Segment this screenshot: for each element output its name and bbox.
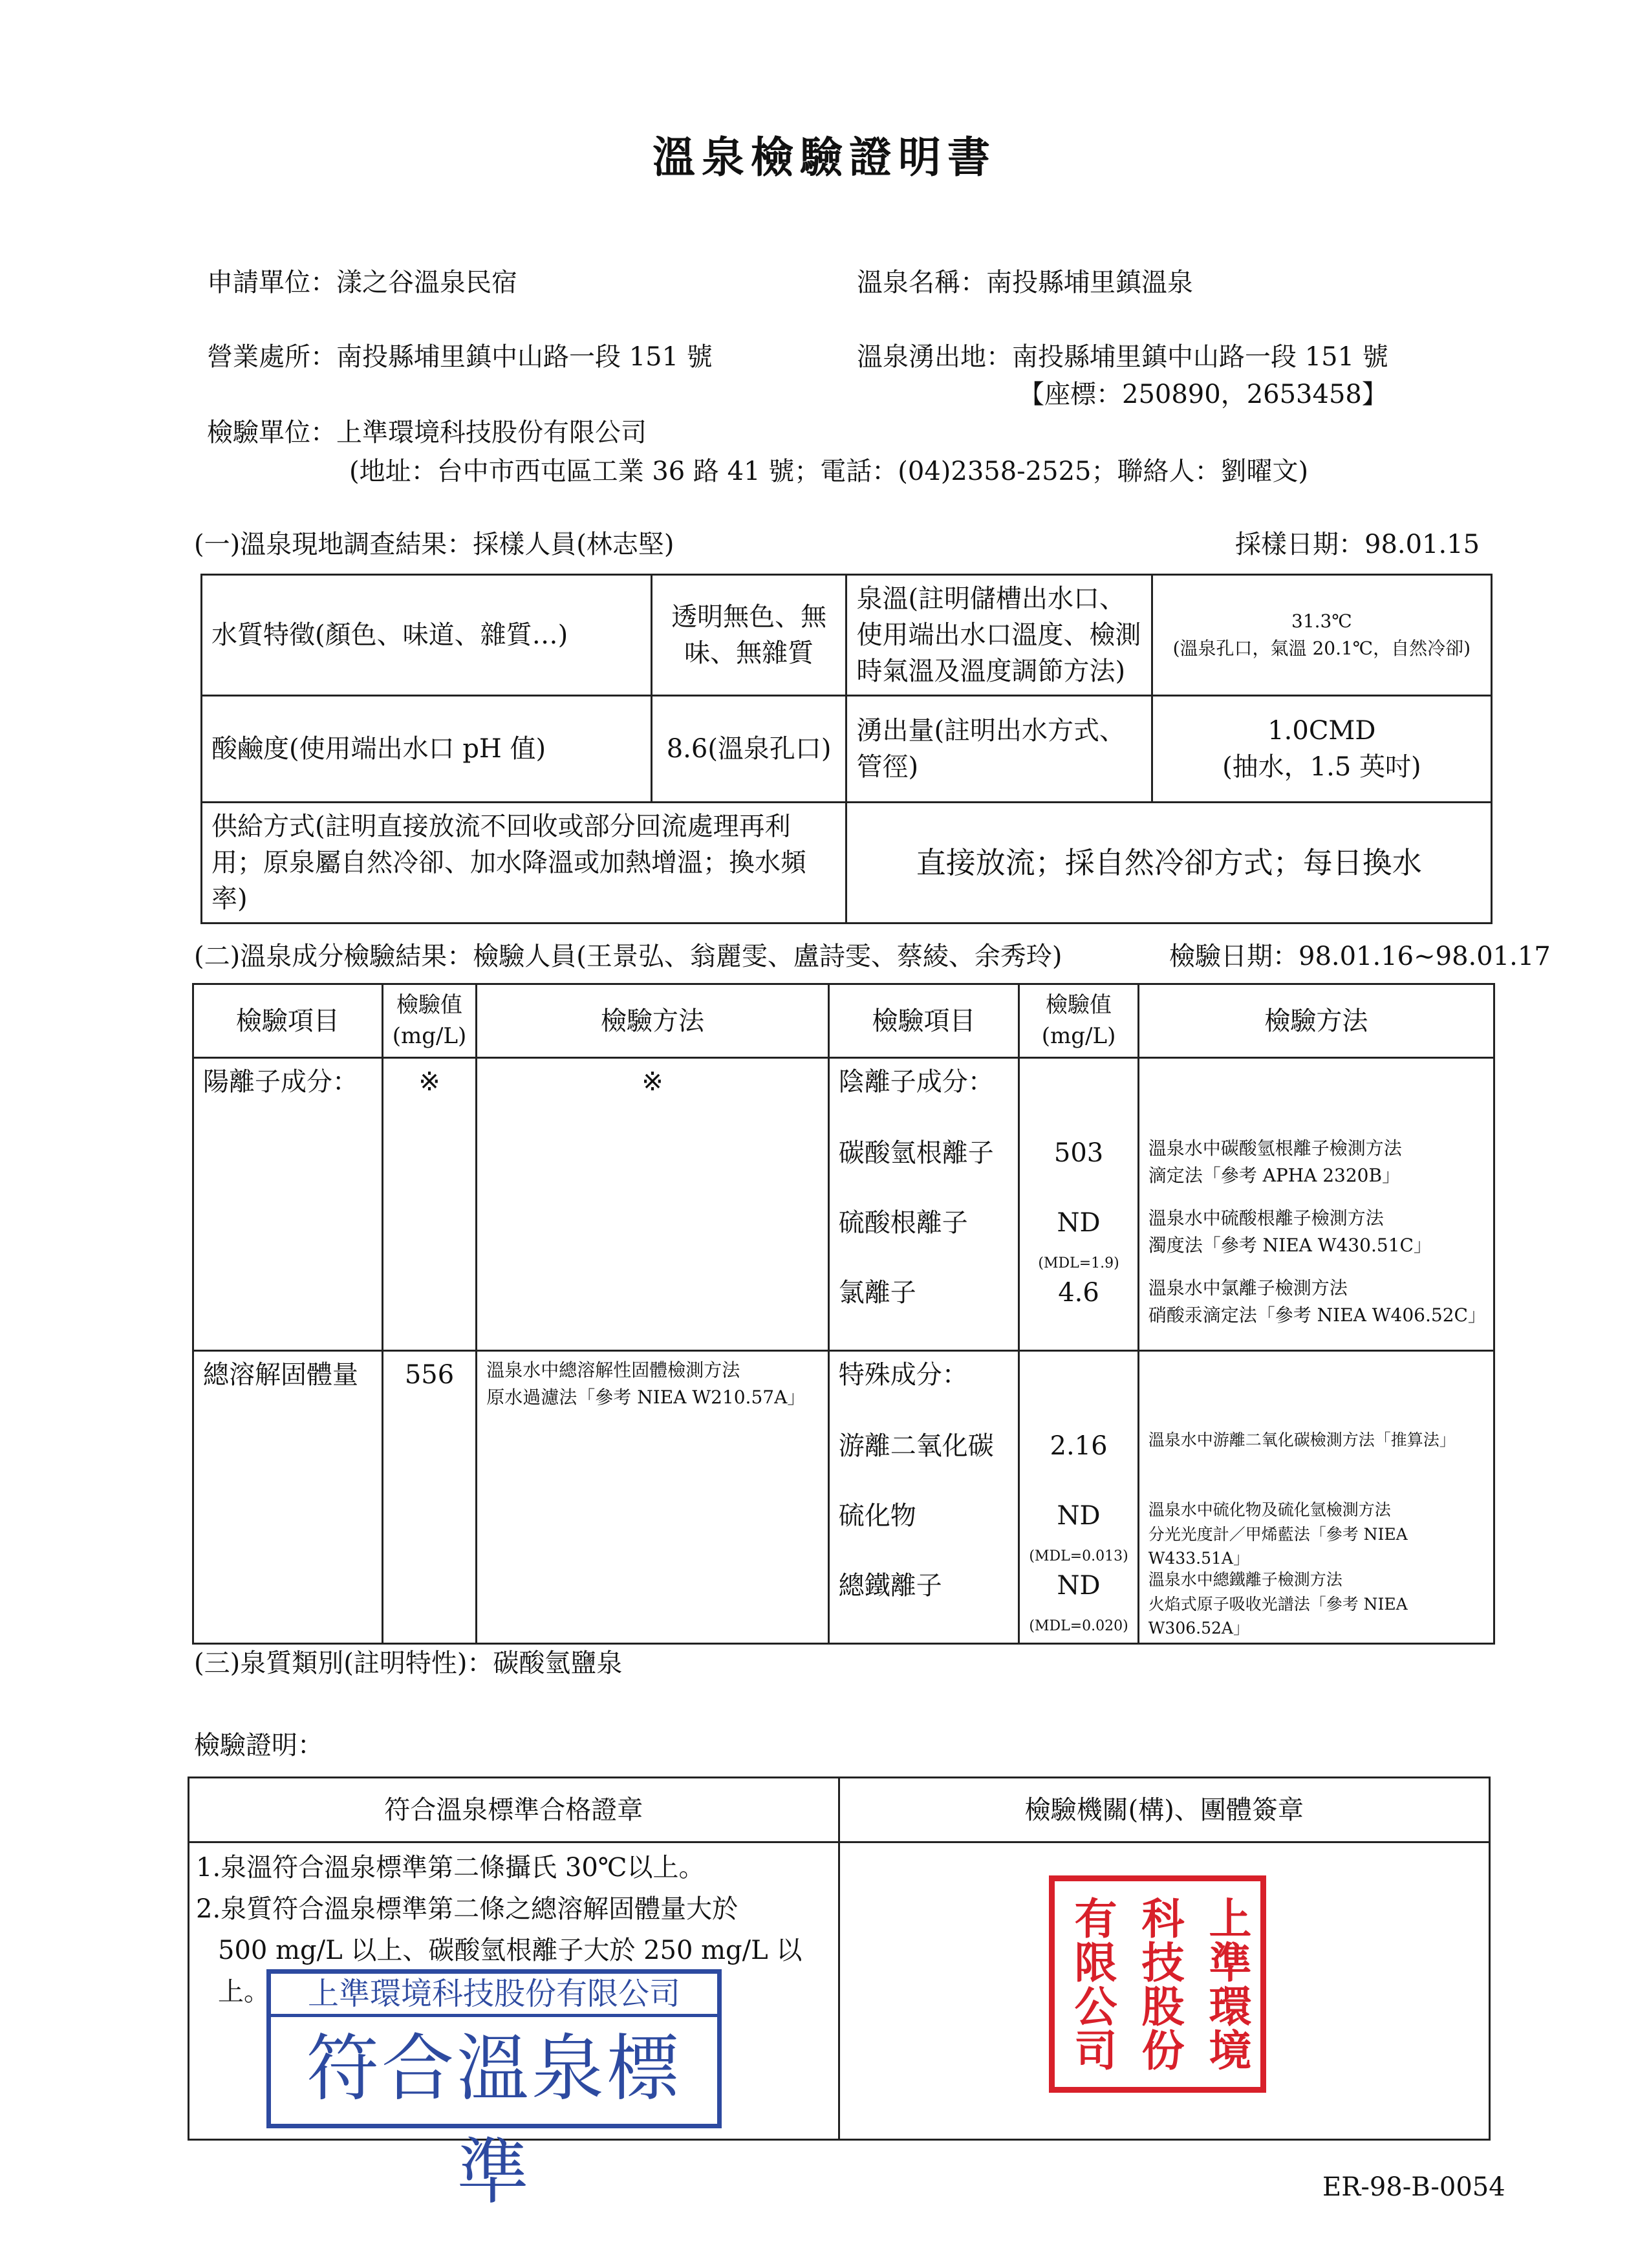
section2-heading: (二)溫泉成分檢驗結果：檢驗人員(王景弘、翁麗雯、盧詩雯、蔡綾、余秀玲) (194, 942, 1062, 971)
company-seal (1049, 1875, 1266, 2093)
supply-label: 供給方式(註明直接放流不回收或部分回流處理再利用；原泉屬自然冷卻、加水降溫或加熱增溫；換水頻率) (202, 803, 846, 923)
compliance-item-2-cont: 500 mg/L 以上、碳酸氫根離子大於 250 mg/L 以 (218, 1936, 803, 1965)
spring-name: 溫泉名稱：南投縣埔里鎮溫泉 (857, 268, 1193, 297)
cation-method: ※ (477, 1058, 828, 1351)
anion-method-ref: 硝酸汞滴定法「參考 NIEA W406.52C」 (1148, 1304, 1486, 1326)
anion-value: ND (1057, 1208, 1101, 1238)
sampling-date: 採樣日期：98.01.15 (1235, 530, 1480, 559)
lab-contact: (地址：台中市西屯區工業 36 路 41 號；電話：(04)2358-2525；聯絡人：劉曜文) (349, 457, 1309, 486)
anion-method: 溫泉水中碳酸氫根離子檢測方法 (1148, 1138, 1402, 1160)
seal-text: 上準環境科技股份有限公司 (1067, 1896, 1252, 2072)
col-method-right: 檢驗方法 (1138, 984, 1494, 1058)
business-address: 營業處所：南投縣埔里鎮中山路一段 151 號 (207, 342, 713, 372)
special-label: 特殊成分： (838, 1360, 968, 1390)
special-name: 硫化物 (838, 1501, 916, 1531)
document-number: ER-98-B-0054 (1322, 2172, 1505, 2202)
flow-label: 湧出量(註明出水方式、管徑) (846, 696, 1152, 803)
special-method-ref: 火焰式原子吸收光譜法「參考 NIEA W306.52A」 (1148, 1594, 1408, 1638)
compliance-stamp (266, 1969, 722, 2214)
field-survey-table (200, 574, 1493, 924)
water-quality-value: 透明無色、無味、無雜質 (651, 575, 846, 696)
stamp-company: 上準環境科技股份有限公司 (271, 1974, 717, 2017)
anion-method: 溫泉水中硫酸根離子檢測方法 (1148, 1207, 1384, 1229)
applicant: 申請單位：漾之谷溫泉民宿 (207, 268, 517, 297)
col-compliance: 符合溫泉標準合格證章 (189, 1778, 839, 1842)
compliance-item-2: 2.泉質符合溫泉標準第二條之總溶解固體量大於 (196, 1894, 738, 1924)
supply-value: 直接放流；採自然冷卻方式；每日換水 (846, 803, 1492, 923)
water-quality-label: 水質特徵(顏色、味道、雜質…) (202, 575, 652, 696)
test-date: 檢驗日期：98.01.16~98.01.17 (1169, 942, 1551, 971)
flow-note: (抽水，1.5 英吋) (1222, 752, 1421, 782)
anion-method-ref: 滴定法「參考 APHA 2320B」 (1148, 1165, 1401, 1187)
spring-source: 溫泉湧出地：南投縣埔里鎮中山路一段 151 號 (857, 342, 1388, 372)
special-name: 總鐵離子 (838, 1571, 942, 1601)
anion-mdl: (MDL=1.9) (1038, 1255, 1119, 1272)
col-item-right: 檢驗項目 (828, 984, 1019, 1058)
lab-name: 檢驗單位：上準環境科技股份有限公司 (207, 418, 647, 448)
cation-label: 陽離子成分： (193, 1058, 383, 1351)
special-name: 游離二氧化碳 (838, 1431, 994, 1462)
anion-name: 硫酸根離子 (838, 1208, 968, 1238)
anion-method: 溫泉水中氯離子檢測方法 (1148, 1277, 1348, 1299)
special-method: 溫泉水中游離二氧化碳檢測方法「推算法」 (1148, 1431, 1456, 1450)
compliance-item-1: 1.泉溫符合溫泉標準第二條攝氏 30℃以上。 (196, 1853, 705, 1883)
col-value-left: 檢驗值(mg/L) (382, 984, 477, 1058)
col-item-left: 檢驗項目 (193, 984, 383, 1058)
page-title: 溫泉檢驗證明書 (652, 132, 997, 182)
tds-method: 溫泉水中總溶解性固體檢測方法 (486, 1359, 740, 1381)
special-method: 溫泉水中硫化物及硫化氫檢測方法 (1148, 1500, 1391, 1520)
anion-method-ref: 濁度法「參考 NIEA W430.51C」 (1148, 1235, 1432, 1257)
ph-value: 8.6(溫泉孔口) (651, 696, 846, 803)
inspection-label: 檢驗證明： (194, 1731, 323, 1760)
col-signature: 檢驗機關(構)、團體簽章 (839, 1778, 1489, 1842)
special-method: 溫泉水中總鐵離子檢測方法 (1148, 1570, 1342, 1590)
anion-value: 503 (1053, 1138, 1104, 1169)
special-value: ND (1057, 1571, 1101, 1601)
cation-value: ※ (382, 1058, 477, 1351)
flow-value: 1.0CMD (1267, 716, 1376, 746)
temp-label: 泉溫(註明儲槽出水口、使用端出水口溫度、檢測時氣溫及溫度調節方法) (846, 575, 1152, 696)
anion-name: 碳酸氫根離子 (838, 1138, 994, 1169)
section3-heading: (三)泉質類別(註明特性)：碳酸氫鹽泉 (194, 1648, 623, 1678)
special-mdl: (MDL=0.020) (1029, 1618, 1128, 1635)
col-value-right: 檢驗值(mg/L) (1019, 984, 1138, 1058)
anion-label: 陰離子成分： (838, 1067, 994, 1097)
special-value: 2.16 (1050, 1431, 1108, 1462)
compliance-item-2-end: 上。 (218, 1977, 270, 2007)
section1-heading: (一)溫泉現地調查結果：採樣人員(林志堅) (194, 530, 674, 559)
tds-label: 總溶解固體量 (193, 1351, 383, 1644)
anion-name: 氯離子 (838, 1278, 916, 1308)
anion-value: 4.6 (1058, 1278, 1099, 1308)
tds-method-ref: 原水過濾法「參考 NIEA W210.57A」 (486, 1387, 806, 1409)
temp-value: 31.3℃ (1291, 610, 1352, 632)
component-table (192, 983, 1495, 1645)
tds-value: 556 (382, 1351, 477, 1644)
special-value: ND (1057, 1501, 1101, 1531)
coordinates: 【座標：250890，2653458】 (1018, 380, 1388, 409)
special-mdl: (MDL=0.013) (1029, 1548, 1128, 1565)
ph-label: 酸鹼度(使用端出水口 pH 值) (202, 696, 652, 803)
col-method-left: 檢驗方法 (477, 984, 828, 1058)
temp-note: (溫泉孔口，氣溫 20.1℃，自然冷卻) (1172, 638, 1471, 659)
stamp-main: 符合溫泉標準 (307, 2027, 682, 2214)
special-method-ref: 分光光度計／甲烯藍法「參考 NIEA W433.51A」 (1148, 1524, 1408, 1568)
